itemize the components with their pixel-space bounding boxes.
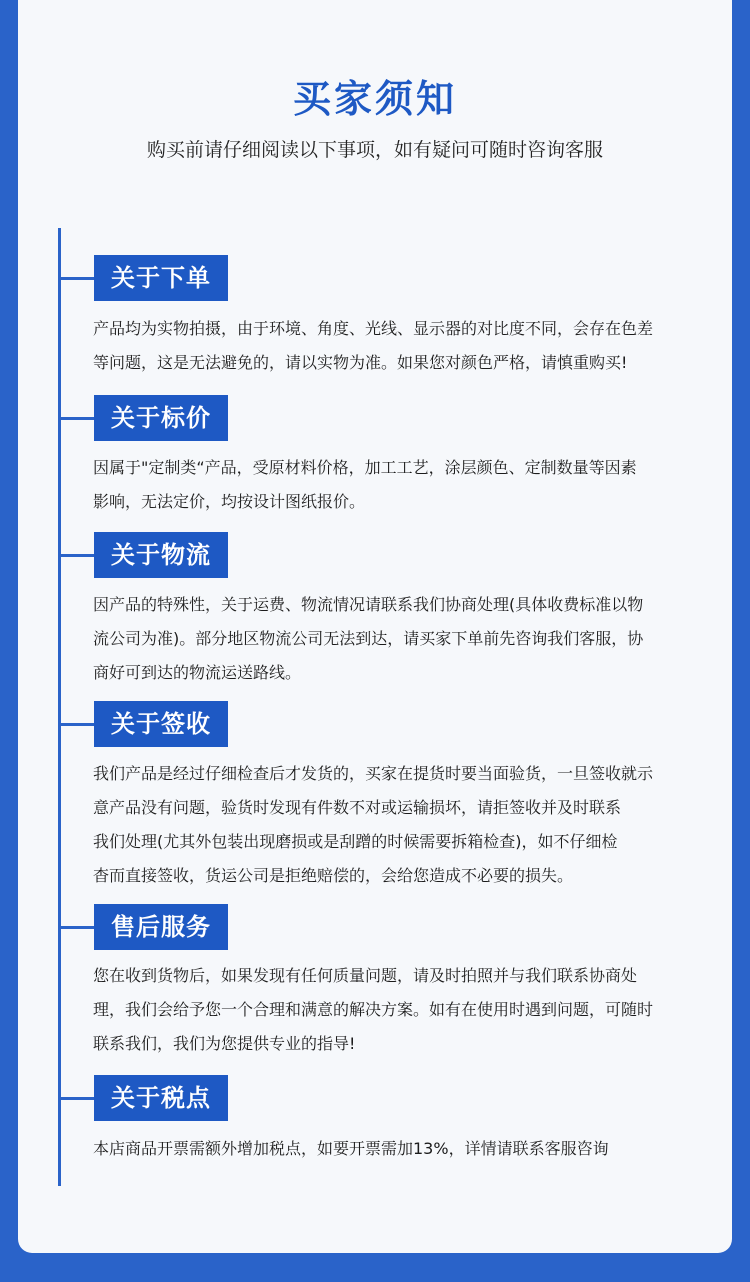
section-text-line: 因产品的特殊性，关于运费、物流情况请联系我们协商处理(具体收费标准以物 [93,595,644,614]
section-title-after-sales: 售后服务 [94,904,228,950]
timeline-connector [58,277,95,280]
timeline-line [58,228,61,1186]
section-title-order: 关于下单 [94,255,228,301]
timeline-connector [58,554,95,557]
section-body-pricing [93,451,703,519]
timeline-connector [58,723,95,726]
timeline-connector [58,417,95,420]
section-body-tax [93,1132,703,1166]
section-title-pricing: 关于标价 [94,395,228,441]
page-title: 买家须知 [292,77,457,121]
section-text-line: 我们产品是经过仔细检查后才发货的，买家在提货时要当面验货，一旦签收就示 [93,764,654,783]
section-text-line: 等问题，这是无法避免的，请以实物为准。如果您对颜色严格，请慎重购买! [93,353,628,372]
section-text-line: 理，我们会给予您一个合理和满意的解决方案。如有在使用时遇到问题，可随时 [93,1000,654,1019]
section-body-after-sales [93,959,703,1061]
notice-card [18,0,732,1253]
section-text-line: 联系我们，我们为您提供专业的指导! [93,1034,356,1053]
section-title-receipt: 关于签收 [94,701,228,747]
section-text-line: 杳而直接签收，货运公司是拒绝赔偿的，会给您造成不必要的损失。 [93,866,574,885]
section-text-line: 本店商品开票需额外增加税点，如要开票需加13%，详情请联系客服咨询 [93,1139,609,1158]
section-text-line: 因属于"定制类“产品，受原材料价格，加工工艺，涂层颜色、定制数量等因素 [93,458,637,477]
section-body-order [93,312,703,380]
timeline-connector [58,926,95,929]
section-title-logistics: 关于物流 [94,532,228,578]
section-text-line: 您在收到货物后，如果发现有任何质量问题，请及时拍照并与我们联系协商处 [93,966,638,985]
section-text-line: 意产品没有问题，验货时发现有件数不对或运输损坏，请拒签收并及时联系 [93,798,622,817]
section-title-tax: 关于税点 [94,1075,228,1121]
page-subtitle: 购买前请仔细阅读以下事项，如有疑问可随时咨询客服 [146,139,603,161]
section-text-line: 影响，无法定价，均按设计图纸报价。 [93,492,366,511]
section-text-line: 商好可到达的物流运送路线。 [93,663,302,682]
section-text-line: 我们处理(尤其外包装出现磨损或是刮蹭的时候需要拆箱检查)，如不仔细检 [93,832,618,851]
section-text-line: 产品均为实物拍摄，由于环境、角度、光线、显示器的对比度不同，会存在色差 [93,319,654,338]
timeline-connector [58,1097,95,1100]
section-body-receipt [93,757,703,893]
section-text-line: 流公司为准)。部分地区物流公司无法到达，请买家下单前先咨询我们客服，协 [93,629,644,648]
section-body-logistics [93,588,703,690]
